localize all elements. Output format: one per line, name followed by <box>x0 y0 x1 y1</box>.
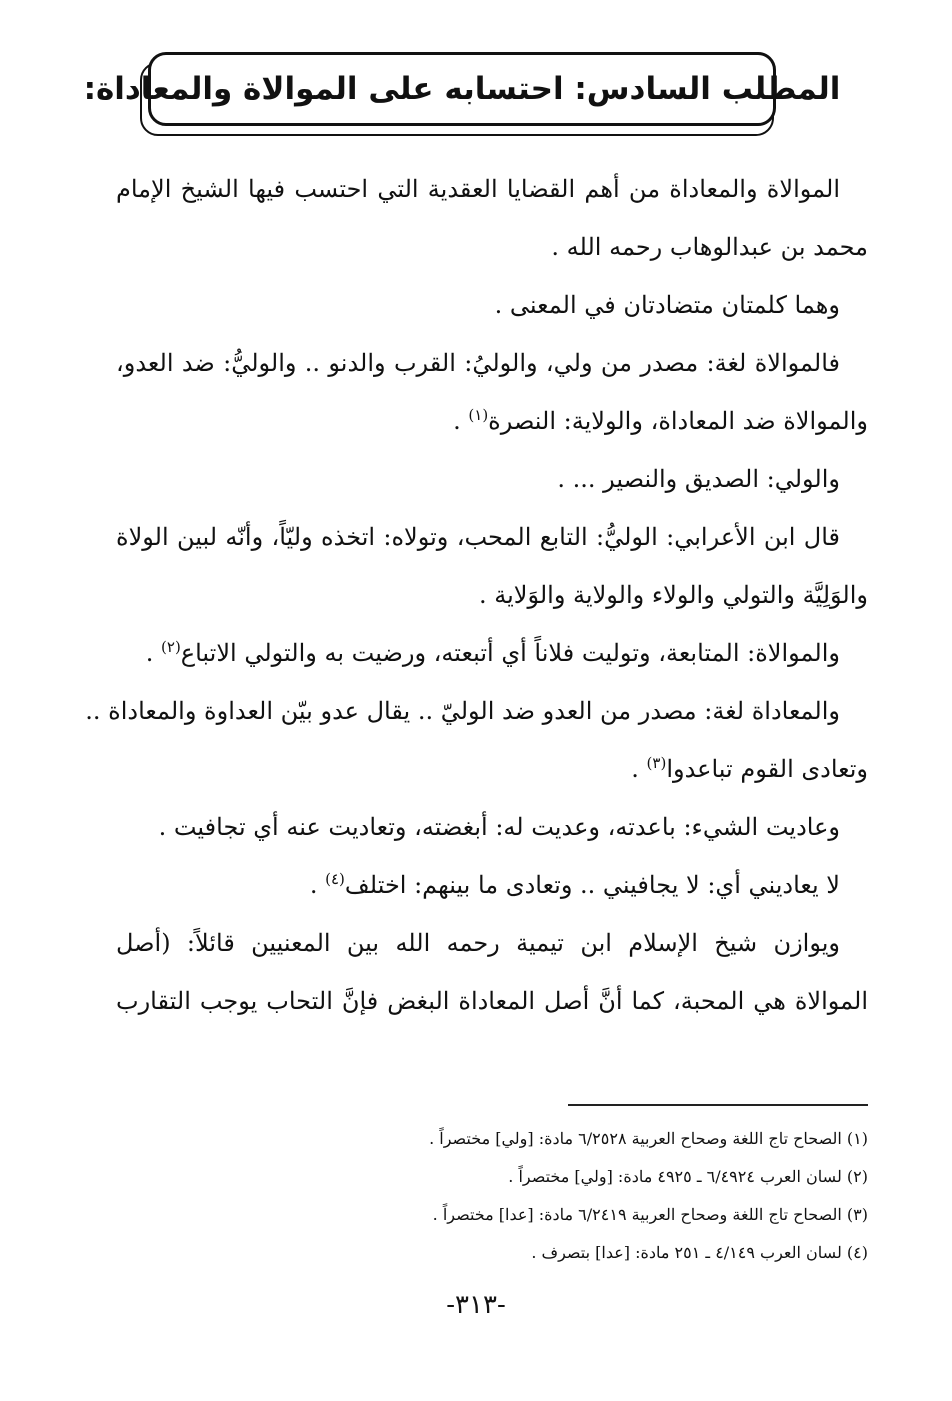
footnotes <box>108 1120 868 1272</box>
body-line-text: وتعادى القوم تباعدوا <box>666 755 868 783</box>
body-line-text: لا يعاديني أي: لا يجافيني .. وتعادى ما بينهم: اختلف <box>344 871 840 899</box>
footnote-ref-4: (٤) <box>325 870 345 888</box>
footnote-3: (٣) الصحاح تاج اللغة وصحاح العربية ٦/٢٤١٩ مادة: [عدا] مختصراً . <box>432 1205 868 1224</box>
body-line-with-footnote <box>116 624 868 682</box>
body-line: الموالاة والمعاداة من أهم القضايا العقدية التي احتسب فيها الشيخ الإمام <box>116 175 840 203</box>
footnote-ref-2: (٢) <box>161 638 181 656</box>
body-line: الموالاة هي المحبة، كما أنَّ أصل المعاداة البغض فإنَّ التحاب يوجب التقارب <box>116 987 869 1015</box>
section-title-box <box>83 52 841 130</box>
body-line: والمعاداة لغة: مصدر من العدو ضد الوليّ .. يقال عدو بيّن العداوة والمعاداة .. <box>85 697 840 725</box>
body-line: والولي: الصديق والنصير ... . <box>557 465 840 493</box>
footnote-ref-3: (٣) <box>646 754 667 772</box>
body-line: قال ابن الأعرابي: الوليُّ: التابع المحب، وتولاه: اتخذه وليّاً، وأنّه لبين الولاة <box>116 523 840 551</box>
footnote-separator <box>568 1104 868 1106</box>
section-title: المطلب السادس: احتسابه على الموالاة والمعاداة: <box>83 71 841 107</box>
body-line: فالموالاة لغة: مصدر من ولي، والوليُ: القرب والدنو .. والوليُّ: ضد العدو، <box>116 349 840 377</box>
footnote-ref-1: (١) <box>468 406 489 424</box>
body-line-with-footnote <box>116 392 868 450</box>
page-number: -٣١٣- <box>446 1290 506 1320</box>
line-trail: . <box>631 755 647 783</box>
body-line-with-footnote <box>116 740 868 798</box>
body-line: محمد بن عبدالوهاب رحمه الله . <box>551 233 868 261</box>
title-box-frame <box>83 52 841 126</box>
footnote-1: (١) الصحاح تاج اللغة وصحاح العربية ٦/٢٥٢٨ مادة: [ولي] مختصراً . <box>429 1129 868 1148</box>
body-line: ويوازن شيخ الإسلام ابن تيمية رحمه الله بين المعنيين قائلاً: (أصل <box>116 929 840 957</box>
footnote-4: (٤) لسان العرب ٤/١٤٩ ـ ٢٥١ مادة: [عدا] بتصرف . <box>531 1243 868 1262</box>
line-trail: . <box>453 407 469 435</box>
body-line: وعاديت الشيء: باعدته، وعديت له: أبغضته، وتعاديت عنه أي تجافيت . <box>158 813 840 841</box>
body-line-text: والموالاة: المتابعة، وتوليت فلاناً أي أتبعته، ورضيت به والتولي الاتباع <box>180 639 840 667</box>
footnote-2: (٢) لسان العرب ٦/٤٩٢٤ ـ ٤٩٢٥ مادة: [ولي] مختصراً . <box>508 1167 868 1186</box>
line-trail: . <box>145 639 162 667</box>
body-line: والوَلِيَّة والتولي والولاء والولاية والوَلاية . <box>478 581 868 609</box>
body-line-text: والموالاة ضد المعاداة، والولاية: النصرة <box>488 407 868 435</box>
body-line: وهما كلمتان متضادتان في المعنى . <box>494 291 840 319</box>
line-trail: . <box>309 871 326 899</box>
body-line-with-footnote <box>116 856 868 914</box>
body-text <box>85 160 869 1030</box>
